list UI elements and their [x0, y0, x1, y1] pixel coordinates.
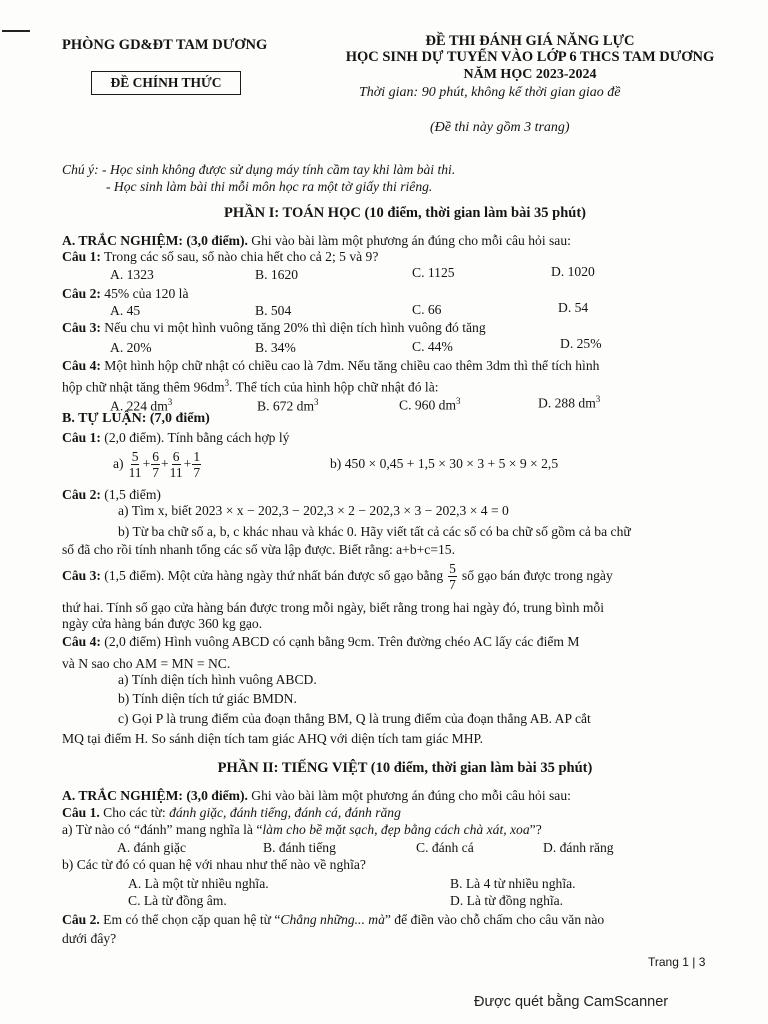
- p1-q2-stem: Câu 2: 45% của 120 là: [62, 286, 189, 301]
- p1-q4-option-a: A. 224 $dm^3$: [110, 397, 173, 414]
- p2-q1-b-question: b) Các từ đó có quan hệ với nhau như thế nào về nghĩa?: [62, 857, 366, 872]
- fraction-6-7: $\frac{6}{7}$: [152, 448, 159, 480]
- scanner-watermark: Được quét bằng CamScanner: [474, 994, 669, 1010]
- p1-e1-expression-b: b) 450 × 0,45 + 1,5 × 30 × 3 + 5 × 9 × 2,5: [330, 456, 559, 471]
- p1-e1-expression-a: a) $\frac{5}{11}$ + $\frac{6}{7}$ + $\frac{6}{11}$ + $\frac{1}{7}$: [113, 448, 201, 480]
- official-exam-label: ĐỀ CHÍNH THỨC: [91, 71, 241, 95]
- school-year: NĂM HỌC 2023-2024: [463, 67, 597, 82]
- p1-q3-option-d: D. 25%: [560, 336, 602, 351]
- note-line-2: - Học sinh làm bài thi mỗi môn học ra một tờ giấy thi riêng.: [106, 179, 433, 194]
- p2-q1-a-option-b: B. đánh tiếng: [263, 840, 336, 855]
- p2-q1-a-option-d: D. đánh răng: [543, 840, 614, 855]
- fraction-1-7: $\frac{1}{7}$: [193, 448, 201, 480]
- p1-e2-part-b-line2: số đã cho rồi tính nhanh tổng các số vừa lập được. Biết rằng: a+b+c=15.: [62, 542, 455, 557]
- p2-q1-b-option-a: A. Là một từ nhiều nghĩa.: [128, 876, 269, 891]
- part2-heading: PHẦN II: TIẾNG VIỆT (10 điểm, thời gian làm bài 35 phút): [217, 760, 593, 776]
- p1-e2-part-a: a) Tìm x, biết 2023 × x − 202,3 − 202,3 × 2 − 202,3 × 3 − 202,3 × 4 = 0: [118, 503, 509, 518]
- p2-q1-b-option-b: B. Là 4 từ nhiều nghĩa.: [450, 876, 576, 891]
- p2-q2-stem-line1: Câu 2. Em có thể chọn cặp quan hệ từ “Chẳng những... mà” để điền vào chỗ chấm cho câu văn nào: [62, 912, 605, 927]
- p1-q1-option-a: A. 1323: [110, 267, 154, 282]
- part1-section-b: B. TỰ LUẬN: (7,0 điểm): [62, 411, 210, 426]
- p2-q1-a-option-c: C. đánh cá: [416, 840, 474, 855]
- p1-q4-stem-line1: Câu 4: Một hình hộp chữ nhật có chiều cao là 7dm. Nếu tăng chiều cao thêm 3dm thì thể tích hình: [62, 358, 600, 373]
- fraction-5-11: $\frac{5}{11}$: [128, 448, 142, 480]
- p1-q4-option-b: B. 672 $dm^3$: [257, 397, 319, 414]
- p1-q3-option-b: B. 34%: [255, 340, 296, 355]
- p1-e4-part-b: b) Tính diện tích tứ giác BMDN.: [118, 691, 297, 706]
- p1-q4-option-c: C. 960 $dm^3$: [399, 396, 461, 413]
- exam-duration: Thời gian: 90 phút, không kể thời gian giao đề: [359, 85, 621, 100]
- p1-e2-part-b-line1: b) Từ ba chữ số a, b, c khác nhau và khác 0. Hãy viết tất cả các số có ba chữ số gồm cả ba chữ: [118, 524, 631, 539]
- p1-e3-stem-line1: Câu 3: (1,5 điểm). Một cửa hàng ngày thứ nhất bán được số gạo bằng $\frac{5}{7}$ số gạo bán được trong ngày: [62, 560, 613, 592]
- p2-q1-stem: Câu 1. Cho các từ: đánh giặc, đánh tiếng, đánh cá, đánh răng: [62, 805, 401, 820]
- p1-e4-part-a: a) Tính diện tích hình vuông ABCD.: [118, 672, 317, 687]
- exam-title: ĐỀ THI ĐÁNH GIÁ NĂNG LỰC: [425, 33, 635, 49]
- department-name: PHÒNG GD&ĐT TAM DƯƠNG: [62, 37, 268, 53]
- p1-e3-stem-line2: thứ hai. Tính số gạo cửa hàng bán được trong mỗi ngày, biết rằng trong hai ngày đó, trung bình mỗi: [62, 600, 604, 615]
- p1-q1-stem: Câu 1: Trong các số sau, số nào chia hết cho cả 2; 5 và 9?: [62, 249, 379, 264]
- p1-q3-option-c: C. 44%: [412, 339, 453, 354]
- part1-heading: PHẦN I: TOÁN HỌC (10 điểm, thời gian làm bài 35 phút): [224, 205, 586, 221]
- fraction-6-11: $\frac{6}{11}$: [169, 448, 183, 480]
- p1-q3-stem: Câu 3: Nếu chu vi một hình vuông tăng 20% thì diện tích hình vuông đó tăng: [62, 320, 486, 335]
- p1-q3-option-a: A. 20%: [110, 340, 152, 355]
- p1-q1-option-b: B. 1620: [255, 267, 299, 282]
- note-line-1: Chú ý: - Học sinh không được sử dụng máy tính cầm tay khi làm bài thi.: [62, 162, 456, 177]
- p1-e4-stem-line1: Câu 4: (2,0 điểm) Hình vuông ABCD có cạnh bằng 9cm. Trên đường chéo AC lấy các điểm M: [62, 634, 580, 649]
- p1-q4-option-d: D. 288 $dm^3$: [538, 394, 601, 411]
- p2-q1-a-option-a: A. đánh giặc: [117, 840, 187, 855]
- fraction-5-7: $\frac{5}{7}$: [449, 560, 456, 592]
- part1-section-a: A. TRẮC NGHIỆM: (3,0 điểm). Ghi vào bài làm một phương án đúng cho mỗi câu hỏi sau:: [62, 233, 571, 248]
- p1-q1-option-c: C. 1125: [412, 265, 455, 280]
- p1-q1-option-d: D. 1020: [551, 264, 595, 279]
- part2-section-a: A. TRẮC NGHIỆM: (3,0 điểm). Ghi vào bài làm một phương án đúng cho mỗi câu hỏi sau:: [62, 788, 571, 803]
- exam-subtitle: HỌC SINH DỰ TUYỂN VÀO LỚP 6 THCS TAM DƯƠNG: [345, 49, 715, 65]
- p2-q2-stem-line2: dưới đây?: [62, 931, 117, 946]
- p1-q2-option-c: C. 66: [412, 302, 442, 317]
- corner-mark: [2, 30, 30, 32]
- p1-e4-part-c-line1: c) Gọi P là trung điểm của đoạn thẳng BM, Q là trung điểm của đoạn thẳng AB. AP cắt: [118, 711, 591, 726]
- p1-e2-stem: Câu 2: (1,5 điểm): [62, 487, 161, 502]
- p1-e4-stem-line2: và N sao cho AM = MN = NC.: [62, 656, 231, 671]
- p1-q4-stem-line2: hộp chữ nhật tăng thêm $96dm^3$. Thể tích của hình hộp chữ nhật đó là:: [62, 378, 439, 395]
- p2-q1-b-option-d: D. Là từ đồng nghĩa.: [450, 893, 564, 908]
- p1-e3-stem-line3: ngày cửa hàng bán được 360 kg gạo.: [62, 616, 263, 631]
- p2-q1-b-option-c: C. Là từ đồng âm.: [128, 893, 227, 908]
- p1-q2-option-a: A. 45: [110, 303, 141, 318]
- page-number: Trang 1 | 3: [648, 955, 706, 969]
- page-count-note: (Đề thi này gồm 3 trang): [430, 120, 570, 135]
- p1-e4-part-c-line2: MQ tại điểm H. So sánh diện tích tam giác AHQ với diện tích tam giác MHP.: [62, 731, 483, 746]
- p1-e1-stem: Câu 1: (2,0 điểm). Tính bằng cách hợp lý: [62, 430, 290, 445]
- p1-q2-option-d: D. 54: [558, 300, 589, 315]
- p1-q2-option-b: B. 504: [255, 303, 292, 318]
- p2-q1-a-question: a) Từ nào có “đánh” mang nghĩa là “làm cho bề mặt sạch, đẹp bằng cách chà xát, xoa”?: [62, 822, 542, 837]
